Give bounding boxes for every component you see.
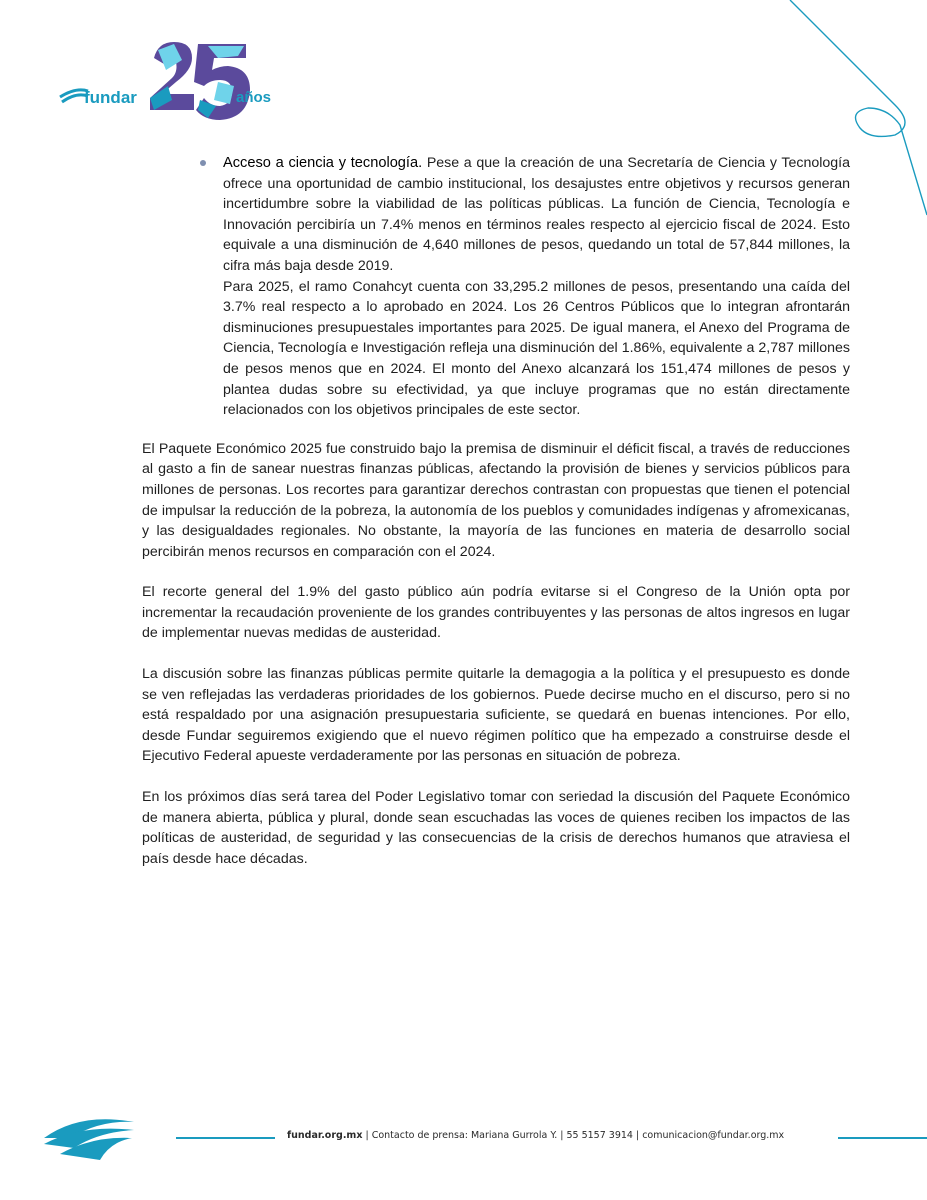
footer-divider-left — [176, 1137, 275, 1139]
fundar-25-logo — [58, 40, 278, 124]
bullet-item — [142, 153, 850, 421]
body-paragraph-3: La discusión sobre las finanzas públicas permite quitarle la demagogia a la política y el presupuesto es donde se ven reflejadas las verdaderas prioridades de los gobiernos. Puede decirse mucho en el discurso, pero si no está respaldado por una asignación presupuestaria suficiente, se quedará en buenas intenciones. Por ello, desde Fundar seguiremos exigiendo que el nuevo régimen político que ha empezado a construirse desde el Ejecutivo Federal apueste verdaderamente por las personas en situación de pobreza. — [142, 666, 850, 765]
footer-site-link[interactable]: fundar.org.mx — [287, 1130, 363, 1141]
footer-waves-icon — [40, 1108, 140, 1160]
bullet-paragraph-1 — [223, 153, 850, 277]
footer-contact — [287, 1130, 784, 1141]
bullet-paragraph-2: Para 2025, el ramo Conahcyt cuenta con 33,295.2 millones de pesos, presentando una caída del 3.7% real respecto a lo aprobado en 2024. Los 26 Centros Públicos que lo integran afrontarán disminuciones presupuestales importantes para 2025. De igual manera, el Anexo del Programa de Ciencia, Tecnología e Investigación refleja una disminución del 1.86%, equivalente a 2,787 millones de pesos menos que en 2024. El monto del Anexo alcanzará los 151,474 millones de pesos y plantea dudas sobre su efectividad, ya que incluye programas que no están directamente relacionados con los objetivos principales de este sector. — [223, 278, 850, 419]
footer-contact-text: | Contacto de prensa: Mariana Gurrola Y. | 55 5157 3914 | comunicacion@fundar.org.mx — [362, 1130, 785, 1141]
document-body — [142, 153, 850, 889]
footer-divider-right — [838, 1137, 927, 1139]
bullet-dot-icon — [200, 160, 206, 166]
logo-graphic — [58, 40, 278, 124]
bullet-title: Acceso a ciencia y tecnología. — [223, 155, 423, 171]
bullet-text-1: Pese a que la creación de una Secretaría de Ciencia y Tecnología ofrece una oportunidad de cambio institucional, los desajustes entre objetivos y recursos generan incertidumbre sobre la viabilidad de las políticas públicas. La función de Ciencia, Tecnología e Innovación percibiría un 7.4% menos en términos reales respecto al ejercicio fiscal de 2024. Esto equivale a una disminución de 4,640 millones de pesos, quedando un total de 57,844 millones, la cifra más baja desde 2019. — [223, 155, 850, 274]
logo-anos: años — [236, 89, 272, 106]
logo-wordmark: fundar — [84, 88, 137, 107]
body-paragraph-1: El Paquete Económico 2025 fue construido bajo la premisa de disminuir el déficit fiscal, a través de reducciones al gasto a fin de sanear nuestras finanzas públicas, afectando la provisión de bienes y servicios públicos para millones de personas. Los recortes para garantizar derechos contrastan con propuestas que tienen el potencial de impulsar la reducción de la pobreza, la autonomía de los pueblos y comunidades indígenas y afromexicanas, y las desigualdades regionales. No obstante, la mayoría de las funciones en materia de desarrollo social percibirán menos recursos en comparación con el 2024. — [142, 440, 850, 560]
body-paragraph-4: En los próximos días será tarea del Poder Legislativo tomar con seriedad la discusión del Paquete Económico de manera abierta, pública y plural, donde sean escuchadas las voces de quienes reciben los impactos de las políticas de austeridad, de seguridad y las consecuencias de la crisis de derechos humanos que atraviesa el país desde hace décadas. — [142, 789, 850, 867]
footer — [0, 1108, 927, 1168]
body-paragraph-2: El recorte general del 1.9% del gasto público aún podría evitarse si el Congreso de la Unión opta por incrementar la recaudación proveniente de los grandes contribuyentes y las personas de altos ingresos en lugar de implementar nuevas medidas de austeridad. — [142, 584, 850, 642]
